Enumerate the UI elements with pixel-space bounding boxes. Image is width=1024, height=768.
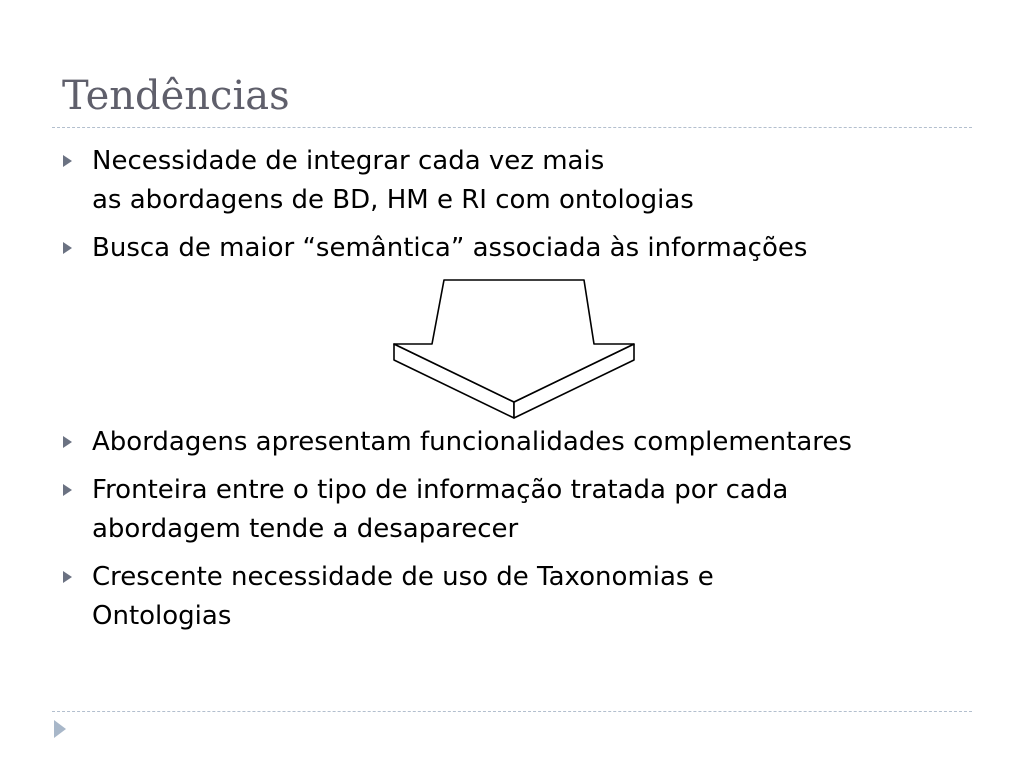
play-triangle-icon[interactable] [54, 720, 66, 738]
bullet-item [0, 423, 852, 462]
bullet-text-line: abordagem tende a desaparecer [92, 514, 519, 544]
bullet-text-line: Abordagens apresentam funcionalidades complementares [92, 427, 852, 457]
bullet-text-line: Busca de maior “semântica” associada às informações [92, 233, 808, 263]
footer-divider [52, 711, 972, 712]
arrow-front-face [394, 280, 634, 402]
triangle-bullet-icon [63, 242, 72, 254]
bullet-text-line: Necessidade de integrar cada vez mais [92, 146, 605, 176]
bullet-text-line: as abordagens de BD, HM e RI com ontologias [92, 185, 694, 215]
bullet-item [0, 471, 852, 549]
triangle-bullet-icon [63, 436, 72, 448]
title-divider [52, 127, 972, 128]
bullet-text-line: Crescente necessidade de uso de Taxonomias e [92, 562, 714, 592]
bullet-text-line: Fronteira entre o tipo de informação tratada por cada [92, 475, 789, 505]
bullet-list-top [0, 142, 807, 268]
bullet-text-line: Ontologias [92, 601, 232, 631]
slide-title: Tendências [62, 73, 290, 119]
down-arrow-3d-icon [392, 276, 636, 420]
bullet-item [0, 229, 807, 268]
triangle-bullet-icon [63, 484, 72, 496]
bullet-list-bottom [0, 423, 852, 636]
bullet-item [0, 558, 852, 636]
triangle-bullet-icon [63, 571, 72, 583]
bullet-item [0, 142, 807, 220]
triangle-bullet-icon [63, 155, 72, 167]
